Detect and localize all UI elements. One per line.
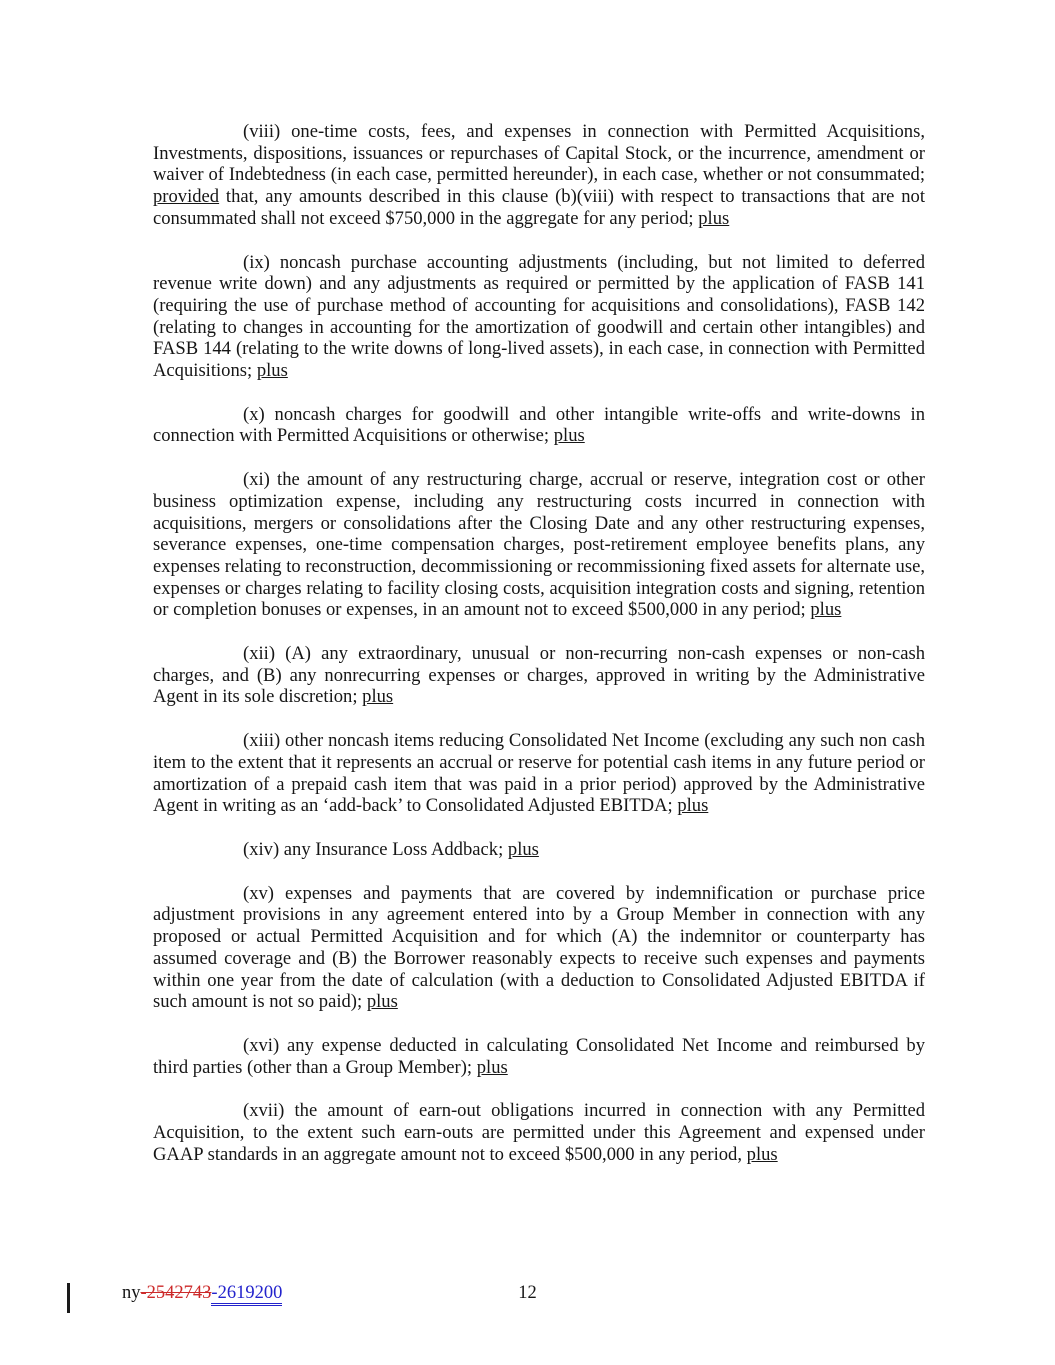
document-body	[153, 121, 925, 1187]
inserted-doc-number: -2619200	[211, 1283, 282, 1306]
underlined-term: plus	[698, 207, 730, 229]
clause-xiii-paragraph	[153, 730, 925, 817]
clause-text-segment: (xvi) any expense deducted in calculating Consolidated Net Income and reimbursed by third parties (other than a Group Member);	[153, 1034, 925, 1078]
clause-text-segment: (xi) the amount of any restructuring charge, accrual or reserve, integration cost or other business optimization expense, including any restructuring costs incurred in connection with acquisitions, mergers or consolidations after the Closing Date and any other restructuring expenses, severance expenses, one-time compensation charges, post-retirement employee benefits plans, any expenses relating to reconstruction, decommissioning or recommissioning fixed assets for alternate use, expenses or charges relating to facility closing costs, acquisition integration costs and signing, retention or completion bonuses or expenses, in an amount not to exceed $500,000 in any period;	[153, 469, 925, 621]
deleted-doc-number: -2542743	[140, 1283, 212, 1303]
clause-xiv-paragraph	[153, 839, 925, 861]
clause-ix-paragraph	[153, 252, 925, 382]
clause-viii-paragraph	[153, 121, 925, 230]
clause-text-segment: (xv) expenses and payments that are covered by indemnification or purchase price adjustment provisions in any agreement entered into by a Group Member in connection with any proposed or actual Permitted Acquisition and for which (A) the indemnitor or counterparty has assumed coverage and (B) the Borrower reasonably expects to receive such expenses and payments within one year from the date of calculation (with a deduction to Consolidated Adjusted EBITDA if such amount is not so paid);	[153, 882, 925, 1013]
underlined-term: plus	[507, 838, 539, 860]
clause-text-segment: (xvii) the amount of earn-out obligations incurred in connection with any Permitted Acquisition, to the extent such earn-outs are permitted under this Agreement and expensed under GAAP standards in an aggregate amount not to exceed $500,000 in any period,	[153, 1100, 925, 1165]
page-number: 12	[518, 1283, 537, 1303]
clause-text-segment: that, any amounts described in this clause (b)(viii) with respect to transactions that are not consummated shall not exceed $750,000 in the aggregate for any period;	[153, 186, 925, 229]
underlined-term: plus	[366, 991, 398, 1013]
clause-text-segment: (ix) noncash purchase accounting adjustments (including, but not limited to deferred revenue write down) and any adjustments as required or permitted by the application of FASB 141 (requiring the use of purchase method of accounting for acquisitions and consolidations), FASB 142 (relating to changes in accounting for the amortization of goodwill and certain other intangibles) and FASB 144 (relating to the write downs of long-lived assets), in each case, in connection with Permitted Acquisitions;	[153, 251, 925, 382]
underlined-term: plus	[677, 795, 709, 817]
underlined-term: plus	[553, 425, 585, 447]
clause-x-paragraph	[153, 404, 925, 447]
clause-xvi-paragraph	[153, 1035, 925, 1078]
clause-xi-paragraph	[153, 469, 925, 621]
clause-text-segment: (xiii) other noncash items reducing Consolidated Net Income (excluding any such non cash item to the extent that it represents an accrual or reserve for potential cash items in any future period or amortization of a prepaid cash item that was paid in a prior period) approved by the Administrative Agent in writing as an ‘add-back’ to Consolidated Adjusted EBITDA;	[153, 730, 925, 817]
underlined-term: plus	[810, 599, 842, 621]
clause-text-segment: (xiv) any Insurance Loss Addback;	[243, 838, 508, 860]
underlined-term: plus	[746, 1143, 778, 1165]
underlined-term: provided	[153, 186, 220, 208]
clause-text-segment: (xii) (A) any extraordinary, unusual or non-recurring non-cash expenses or non-cash charges, and (B) any nonrecurring expenses or charges, approved in writing by the Administrative Agent in its sole discretion;	[153, 643, 925, 708]
underlined-term: plus	[256, 360, 288, 382]
clause-xii-paragraph	[153, 643, 925, 708]
underlined-term: plus	[362, 686, 394, 708]
doc-number-prefix: ny	[122, 1283, 141, 1303]
clause-xv-paragraph	[153, 883, 925, 1013]
underlined-term: plus	[476, 1056, 508, 1078]
clause-text-segment: (x) noncash charges for goodwill and other intangible write-offs and write-downs in connection with Permitted Acquisitions or otherwise;	[153, 403, 925, 447]
clause-text-segment: (viii) one-time costs, fees, and expenses in connection with Permitted Acquisitions, Investments, dispositions, issuances or repurchases of Capital Stock, or the incurrence, amendment or waiver of Indebtedness (in each case, permitted hereunder), in each case, whether or not consummated;	[153, 121, 925, 186]
clause-xvii-paragraph	[153, 1100, 925, 1165]
